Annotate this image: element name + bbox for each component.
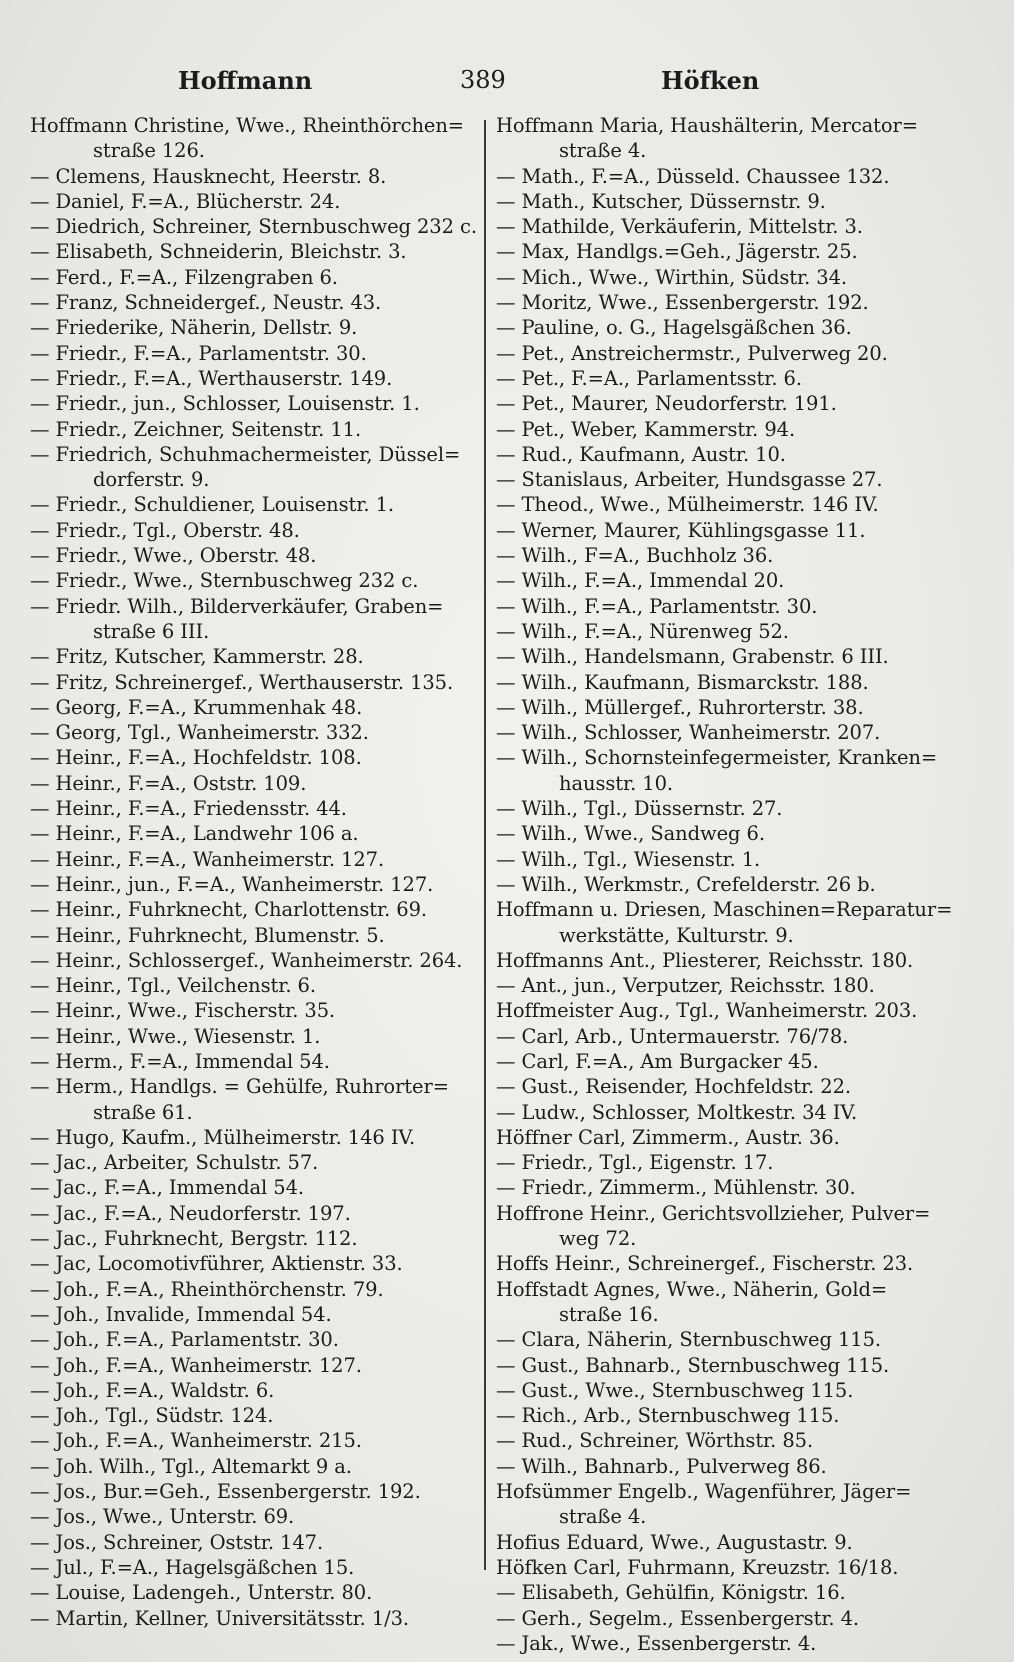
directory-entry (496, 442, 976, 467)
entry-line: — Joh., Tgl., Südstr. 124. (30, 1404, 274, 1428)
entry-line: — Gust., Reisender, Hochfeldstr. 22. (496, 1075, 851, 1099)
directory-entry (496, 1454, 976, 1479)
directory-entry (496, 366, 976, 391)
directory-entry (496, 189, 976, 214)
entry-line: — Wilh., Handelsmann, Grabenstr. 6 III. (496, 645, 889, 669)
directory-entry (30, 1378, 480, 1403)
entry-continuation: straße 4. (559, 139, 647, 163)
page-number: 389 (460, 66, 506, 94)
entry-line: — Friedr., Wwe., Sternbuschweg 232 c. (30, 569, 419, 593)
entry-line: — Joh., F.=A., Parlamentstr. 30. (30, 1328, 339, 1352)
directory-entry (496, 1353, 976, 1378)
entry-line: — Daniel, F.=A., Blücherstr. 24. (30, 189, 341, 213)
entry-line: — Pet., Maurer, Neudorferstr. 191. (496, 392, 837, 416)
entry-line: — Herm., Handlgs. = Gehülfe, Ruhrorter= (30, 1075, 449, 1099)
directory-entry (496, 1606, 976, 1631)
entry-line: — Joh., Invalide, Immendal 54. (30, 1302, 332, 1326)
entry-line: — Georg, F.=A., Krummenhak 48. (30, 695, 363, 719)
directory-entry (30, 1530, 480, 1555)
directory-entry (496, 670, 976, 695)
entry-line: — Fritz, Schreinergef., Werthauserstr. 135. (30, 670, 454, 694)
entry-line: Hoffmann u. Driesen, Maschinen=Reparatur= (496, 898, 953, 922)
entry-line: — Wilh., Müllergef., Ruhrorterstr. 38. (496, 695, 864, 719)
entry-line: — Heinr., F.=A., Landwehr 106 a. (30, 822, 359, 846)
entry-line: — Gust., Wwe., Sternbuschweg 115. (496, 1378, 854, 1402)
directory-entry (496, 290, 976, 315)
directory-entry (496, 1428, 976, 1453)
entry-continuation: dorferstr. 9. (93, 468, 210, 492)
entry-line: Hoffs Heinr., Schreinergef., Fischerstr. 23. (496, 1252, 914, 1276)
directory-entry (30, 341, 480, 366)
entry-line: Höfken Carl, Fuhrmann, Kreuzstr. 16/18. (496, 1555, 899, 1579)
entry-line: — Rich., Arb., Sternbuschweg 115. (496, 1404, 840, 1428)
directory-entry (496, 265, 976, 290)
entry-line: — Heinr., Wwe., Fischerstr. 35. (30, 999, 336, 1023)
entry-continuation: straße 4. (559, 1505, 647, 1529)
directory-entry (496, 1125, 976, 1150)
entry-line: — Carl, F.=A., Am Burgacker 45. (496, 1049, 819, 1073)
entry-line: — Wilh., Tgl., Wiesenstr. 1. (496, 847, 761, 871)
entry-line: — Jos., Schreiner, Oststr. 147. (30, 1530, 324, 1554)
entry-line: — Joh., F.=A., Rheinthörchenstr. 79. (30, 1277, 384, 1301)
entry-line: — Wilh., F.=A., Immendal 20. (496, 569, 785, 593)
entry-line: — Jak., Wwe., Essenbergerstr. 4. (496, 1631, 817, 1655)
directory-entry (30, 1580, 480, 1605)
directory-entry (30, 948, 480, 973)
directory-entry (496, 1555, 976, 1580)
entry-line: — Stanislaus, Arbeiter, Hundsgasse 27. (496, 468, 883, 492)
directory-entry (30, 973, 480, 998)
directory-entry (496, 1049, 976, 1074)
entry-line: — Franz, Schneidergef., Neustr. 43. (30, 291, 382, 315)
directory-entry (496, 1024, 976, 1049)
entry-line: — Friedr., Wwe., Oberstr. 48. (30, 544, 317, 568)
directory-entry (30, 1302, 480, 1327)
directory-entry (30, 897, 480, 922)
directory-entry (496, 467, 976, 492)
directory-entry (30, 644, 480, 669)
entry-line: — Heinr., jun., F.=A., Wanheimerstr. 127. (30, 872, 434, 896)
entry-line: Hoffmann Maria, Haushälterin, Mercator= (496, 114, 919, 137)
entry-line: — Wilh., Tgl., Düssernstr. 27. (496, 797, 783, 821)
directory-entry (496, 492, 976, 517)
entry-line: — Wilh., F.=A., Nürenweg 52. (496, 619, 789, 643)
entry-line: — Wilh., Bahnarb., Pulverweg 86. (496, 1454, 827, 1478)
entry-line: Hoffmann Christine, Wwe., Rheinthörchen= (30, 114, 465, 137)
directory-entry (496, 214, 976, 239)
directory-entry (30, 1479, 480, 1504)
directory-entry (496, 695, 976, 720)
entry-line: — Fritz, Kutscher, Kammerstr. 28. (30, 645, 364, 669)
entry-line: — Theod., Wwe., Mülheimerstr. 146 IV. (496, 493, 879, 517)
entry-line: — Joh., F.=A., Wanheimerstr. 215. (30, 1429, 362, 1453)
directory-entry (30, 265, 480, 290)
entry-line: — Pauline, o. G., Hagelsgäßchen 36. (496, 316, 852, 340)
directory-entry (496, 1378, 976, 1403)
entry-line: — Jos., Wwe., Unterstr. 69. (30, 1505, 295, 1529)
entry-line: — Diedrich, Schreiner, Sternbuschweg 232 c. (30, 215, 477, 239)
entry-line: — Friedr., jun., Schlosser, Louisenstr. 1. (30, 392, 420, 416)
entry-line: Hoffrone Heinr., Gerichtsvollzieher, Pulver= (496, 1201, 931, 1225)
entry-line: — Math., Kutscher, Düssernstr. 9. (496, 189, 826, 213)
directory-entry (30, 1226, 480, 1251)
directory-entry (496, 1074, 976, 1099)
entry-line: — Wilh., Wwe., Sandweg 6. (496, 822, 765, 846)
entry-line: — Wilh., Werkmstr., Crefelderstr. 26 b. (496, 872, 876, 896)
directory-entry (30, 1150, 480, 1175)
left-column (30, 113, 480, 1631)
directory-entry (496, 1100, 976, 1125)
directory-entry (496, 821, 976, 846)
entry-line: — Pet., Weber, Kammerstr. 94. (496, 417, 796, 441)
directory-entry (30, 1024, 480, 1049)
entry-line: — Jac., F.=A., Neudorferstr. 197. (30, 1201, 351, 1225)
entry-line: — Georg, Tgl., Wanheimerstr. 332. (30, 721, 369, 745)
entry-line: — Math., F.=A., Düsseld. Chaussee 132. (496, 164, 890, 188)
entry-line: — Carl, Arb., Untermauerstr. 76/78. (496, 1024, 849, 1048)
entry-line: — Heinr., F.=A., Wanheimerstr. 127. (30, 847, 385, 871)
directory-entry (496, 847, 976, 872)
directory-entry (30, 492, 480, 517)
entry-line: — Friedr., Tgl., Oberstr. 48. (30, 518, 300, 542)
header-left-keyword: Hoffmann (178, 66, 313, 95)
directory-entry (30, 1555, 480, 1580)
directory-entry (496, 1403, 976, 1428)
directory-entry (496, 518, 976, 543)
directory-entry (496, 113, 976, 164)
directory-entry (496, 341, 976, 366)
directory-entry (496, 644, 976, 669)
entry-line: — Friedr. Wilh., Bilderverkäufer, Graben= (30, 594, 444, 618)
directory-entry (30, 543, 480, 568)
directory-entry (30, 594, 480, 645)
entry-line: Hofius Eduard, Wwe., Augustastr. 9. (496, 1530, 853, 1554)
entry-line: — Joh. Wilh., Tgl., Altemarkt 9 a. (30, 1454, 352, 1478)
directory-entry (30, 189, 480, 214)
directory-entry (496, 315, 976, 340)
directory-entry (496, 1201, 976, 1252)
entry-line: — Wilh., Kaufmann, Bismarckstr. 188. (496, 670, 869, 694)
directory-entry (496, 239, 976, 264)
entry-line: — Jac., Fuhrknecht, Bergstr. 112. (30, 1227, 358, 1251)
entry-line: — Heinr., Fuhrknecht, Blumenstr. 5. (30, 923, 385, 947)
entry-line: — Jul., F.=A., Hagelsgäßchen 15. (30, 1555, 355, 1579)
directory-entry (30, 998, 480, 1023)
directory-entry (496, 948, 976, 973)
directory-entry (30, 113, 480, 164)
entry-line: — Jac., F.=A., Immendal 54. (30, 1176, 305, 1200)
entry-line: — Friedr., Zeichner, Seitenstr. 11. (30, 417, 362, 441)
directory-entry (496, 872, 976, 897)
directory-entry (496, 391, 976, 416)
entry-line: — Wilh., F.=A., Parlamentstr. 30. (496, 594, 818, 618)
directory-entry (30, 923, 480, 948)
directory-entry (30, 1251, 480, 1276)
entry-line: Hoffstadt Agnes, Wwe., Näherin, Gold= (496, 1277, 888, 1301)
directory-entry (30, 1175, 480, 1200)
entry-line: — Joh., F.=A., Waldstr. 6. (30, 1378, 275, 1402)
entry-line: — Jac., Arbeiter, Schulstr. 57. (30, 1151, 319, 1175)
directory-entry (496, 1251, 976, 1276)
entry-line: Hoffmanns Ant., Pliesterer, Reichsstr. 180. (496, 948, 914, 972)
entry-line: — Herm., F.=A., Immendal 54. (30, 1049, 330, 1073)
directory-entry (30, 417, 480, 442)
directory-entry (496, 998, 976, 1023)
directory-entry (30, 1277, 480, 1302)
directory-entry (496, 164, 976, 189)
directory-entry (30, 1353, 480, 1378)
directory-entry (30, 695, 480, 720)
directory-entry (30, 796, 480, 821)
entry-line: — Heinr., Wwe., Wiesenstr. 1. (30, 1024, 321, 1048)
directory-entry (30, 1454, 480, 1479)
entry-line: Höffner Carl, Zimmerm., Austr. 36. (496, 1125, 840, 1149)
directory-entry (30, 239, 480, 264)
entry-line: — Clara, Näherin, Sternbuschweg 115. (496, 1328, 882, 1352)
directory-entry (496, 1631, 976, 1656)
entry-line: — Pet., Anstreichermstr., Pulverweg 20. (496, 341, 888, 365)
entry-line: — Elisabeth, Gehülfin, Königstr. 16. (496, 1581, 846, 1605)
directory-entry (496, 1150, 976, 1175)
directory-entry (30, 518, 480, 543)
entry-line: — Rud., Kaufmann, Austr. 10. (496, 442, 786, 466)
directory-entry (496, 720, 976, 745)
entry-line: — Wilh., Schornsteinfegermeister, Kranken= (496, 746, 938, 770)
directory-entry (30, 872, 480, 897)
entry-line: — Heinr., Fuhrknecht, Charlottenstr. 69. (30, 898, 428, 922)
entry-line: — Werner, Maurer, Kühlingsgasse 11. (496, 518, 866, 542)
directory-entry (30, 214, 480, 239)
directory-entry (496, 1580, 976, 1605)
directory-entry (496, 417, 976, 442)
right-column (496, 113, 976, 1656)
directory-entry (30, 745, 480, 770)
directory-entry (496, 796, 976, 821)
directory-entry (496, 543, 976, 568)
entry-continuation: werkstätte, Kulturstr. 9. (559, 923, 794, 947)
entry-continuation: weg 72. (559, 1227, 637, 1251)
entry-line: — Elisabeth, Schneiderin, Bleichstr. 3. (30, 240, 407, 264)
entry-line: — Heinr., F.=A., Hochfeldstr. 108. (30, 746, 362, 770)
directory-entry (496, 594, 976, 619)
directory-entry (496, 973, 976, 998)
directory-entry (496, 1479, 976, 1530)
entry-line: — Friedr., F.=A., Parlamentstr. 30. (30, 341, 367, 365)
entry-line: — Friedrich, Schuhmachermeister, Düssel= (30, 442, 461, 466)
entry-line: — Jos., Bur.=Geh., Essenbergerstr. 192. (30, 1480, 421, 1504)
directory-entry (30, 315, 480, 340)
entry-line: — Rud., Schreiner, Wörthstr. 85. (496, 1429, 814, 1453)
entry-line: — Clemens, Hausknecht, Heerstr. 8. (30, 164, 387, 188)
directory-entry (30, 1201, 480, 1226)
directory-entry (496, 1277, 976, 1328)
entry-line: — Friedr., Zimmerm., Mühlenstr. 30. (496, 1176, 856, 1200)
entry-line: Hoffmeister Aug., Tgl., Wanheimerstr. 203. (496, 999, 918, 1023)
entry-line: — Hugo, Kaufm., Mülheimerstr. 146 IV. (30, 1125, 416, 1149)
entry-line: — Mich., Wwe., Wirthin, Südstr. 34. (496, 265, 848, 289)
entry-continuation: straße 61. (93, 1100, 193, 1124)
directory-entry (30, 568, 480, 593)
entry-line: — Friederike, Näherin, Dellstr. 9. (30, 316, 358, 340)
entry-line: — Friedr., Schuldiener, Louisenstr. 1. (30, 493, 394, 517)
entry-line: — Pet., F.=A., Parlamentsstr. 6. (496, 366, 802, 390)
entry-line: — Gust., Bahnarb., Sternbuschweg 115. (496, 1353, 890, 1377)
directory-entry (30, 1049, 480, 1074)
header-right-keyword: Höfken (661, 66, 760, 95)
entry-line: — Max, Handlgs.=Geh., Jägerstr. 25. (496, 240, 858, 264)
directory-entry (30, 670, 480, 695)
entry-line: — Louise, Ladengeh., Unterstr. 80. (30, 1581, 373, 1605)
directory-entry (30, 720, 480, 745)
entry-line: — Gerh., Segelm., Essenbergerstr. 4. (496, 1606, 859, 1630)
directory-entry (30, 391, 480, 416)
directory-entry (496, 619, 976, 644)
entry-line: — Martin, Kellner, Universitätsstr. 1/3. (30, 1606, 410, 1630)
entry-line: — Moritz, Wwe., Essenbergerstr. 192. (496, 291, 869, 315)
entry-line: — Heinr., Tgl., Veilchenstr. 6. (30, 974, 316, 998)
page-header (0, 66, 1014, 106)
entry-continuation: straße 6 III. (93, 619, 210, 643)
directory-entry (30, 290, 480, 315)
entry-line: — Joh., F.=A., Wanheimerstr. 127. (30, 1353, 362, 1377)
directory-entry (496, 897, 976, 948)
directory-entry (30, 771, 480, 796)
directory-entry (30, 847, 480, 872)
directory-entry (30, 1403, 480, 1428)
entry-line: — Heinr., F.=A., Oststr. 109. (30, 771, 307, 795)
entry-line: — Jac, Locomotivführer, Aktienstr. 33. (30, 1252, 403, 1276)
directory-entry (30, 1428, 480, 1453)
directory-entry (496, 745, 976, 796)
entry-line: — Heinr., F.=A., Friedensstr. 44. (30, 797, 347, 821)
directory-entry (30, 1074, 480, 1125)
entry-continuation: straße 126. (93, 139, 205, 163)
entry-line: — Wilh., Schlosser, Wanheimerstr. 207. (496, 721, 881, 745)
directory-entry (30, 164, 480, 189)
entry-line: — Ludw., Schlosser, Moltkestr. 34 IV. (496, 1100, 858, 1124)
directory-entry (30, 442, 480, 493)
directory-entry (496, 568, 976, 593)
entry-line: — Wilh., F=A., Buchholz 36. (496, 544, 774, 568)
directory-entry (496, 1175, 976, 1200)
column-divider (484, 120, 486, 1570)
directory-entry (30, 1606, 480, 1631)
entry-line: Hofsümmer Engelb., Wagenführer, Jäger= (496, 1480, 912, 1504)
entry-line: — Ferd., F.=A., Filzengraben 6. (30, 265, 338, 289)
entry-continuation: straße 16. (559, 1302, 659, 1326)
entry-line: — Ant., jun., Verputzer, Reichsstr. 180. (496, 974, 875, 998)
directory-entry (30, 1125, 480, 1150)
entry-line: — Mathilde, Verkäuferin, Mittelstr. 3. (496, 215, 863, 239)
directory-entry (30, 1327, 480, 1352)
directory-entry (30, 366, 480, 391)
entry-line: — Heinr., Schlossergef., Wanheimerstr. 264. (30, 948, 463, 972)
entry-line: — Friedr., Tgl., Eigenstr. 17. (496, 1151, 774, 1175)
directory-entry (496, 1530, 976, 1555)
entry-continuation: hausstr. 10. (559, 771, 673, 795)
directory-entry (30, 1504, 480, 1529)
directory-entry (30, 821, 480, 846)
entry-line: — Friedr., F.=A., Werthauserstr. 149. (30, 366, 393, 390)
directory-entry (496, 1327, 976, 1352)
